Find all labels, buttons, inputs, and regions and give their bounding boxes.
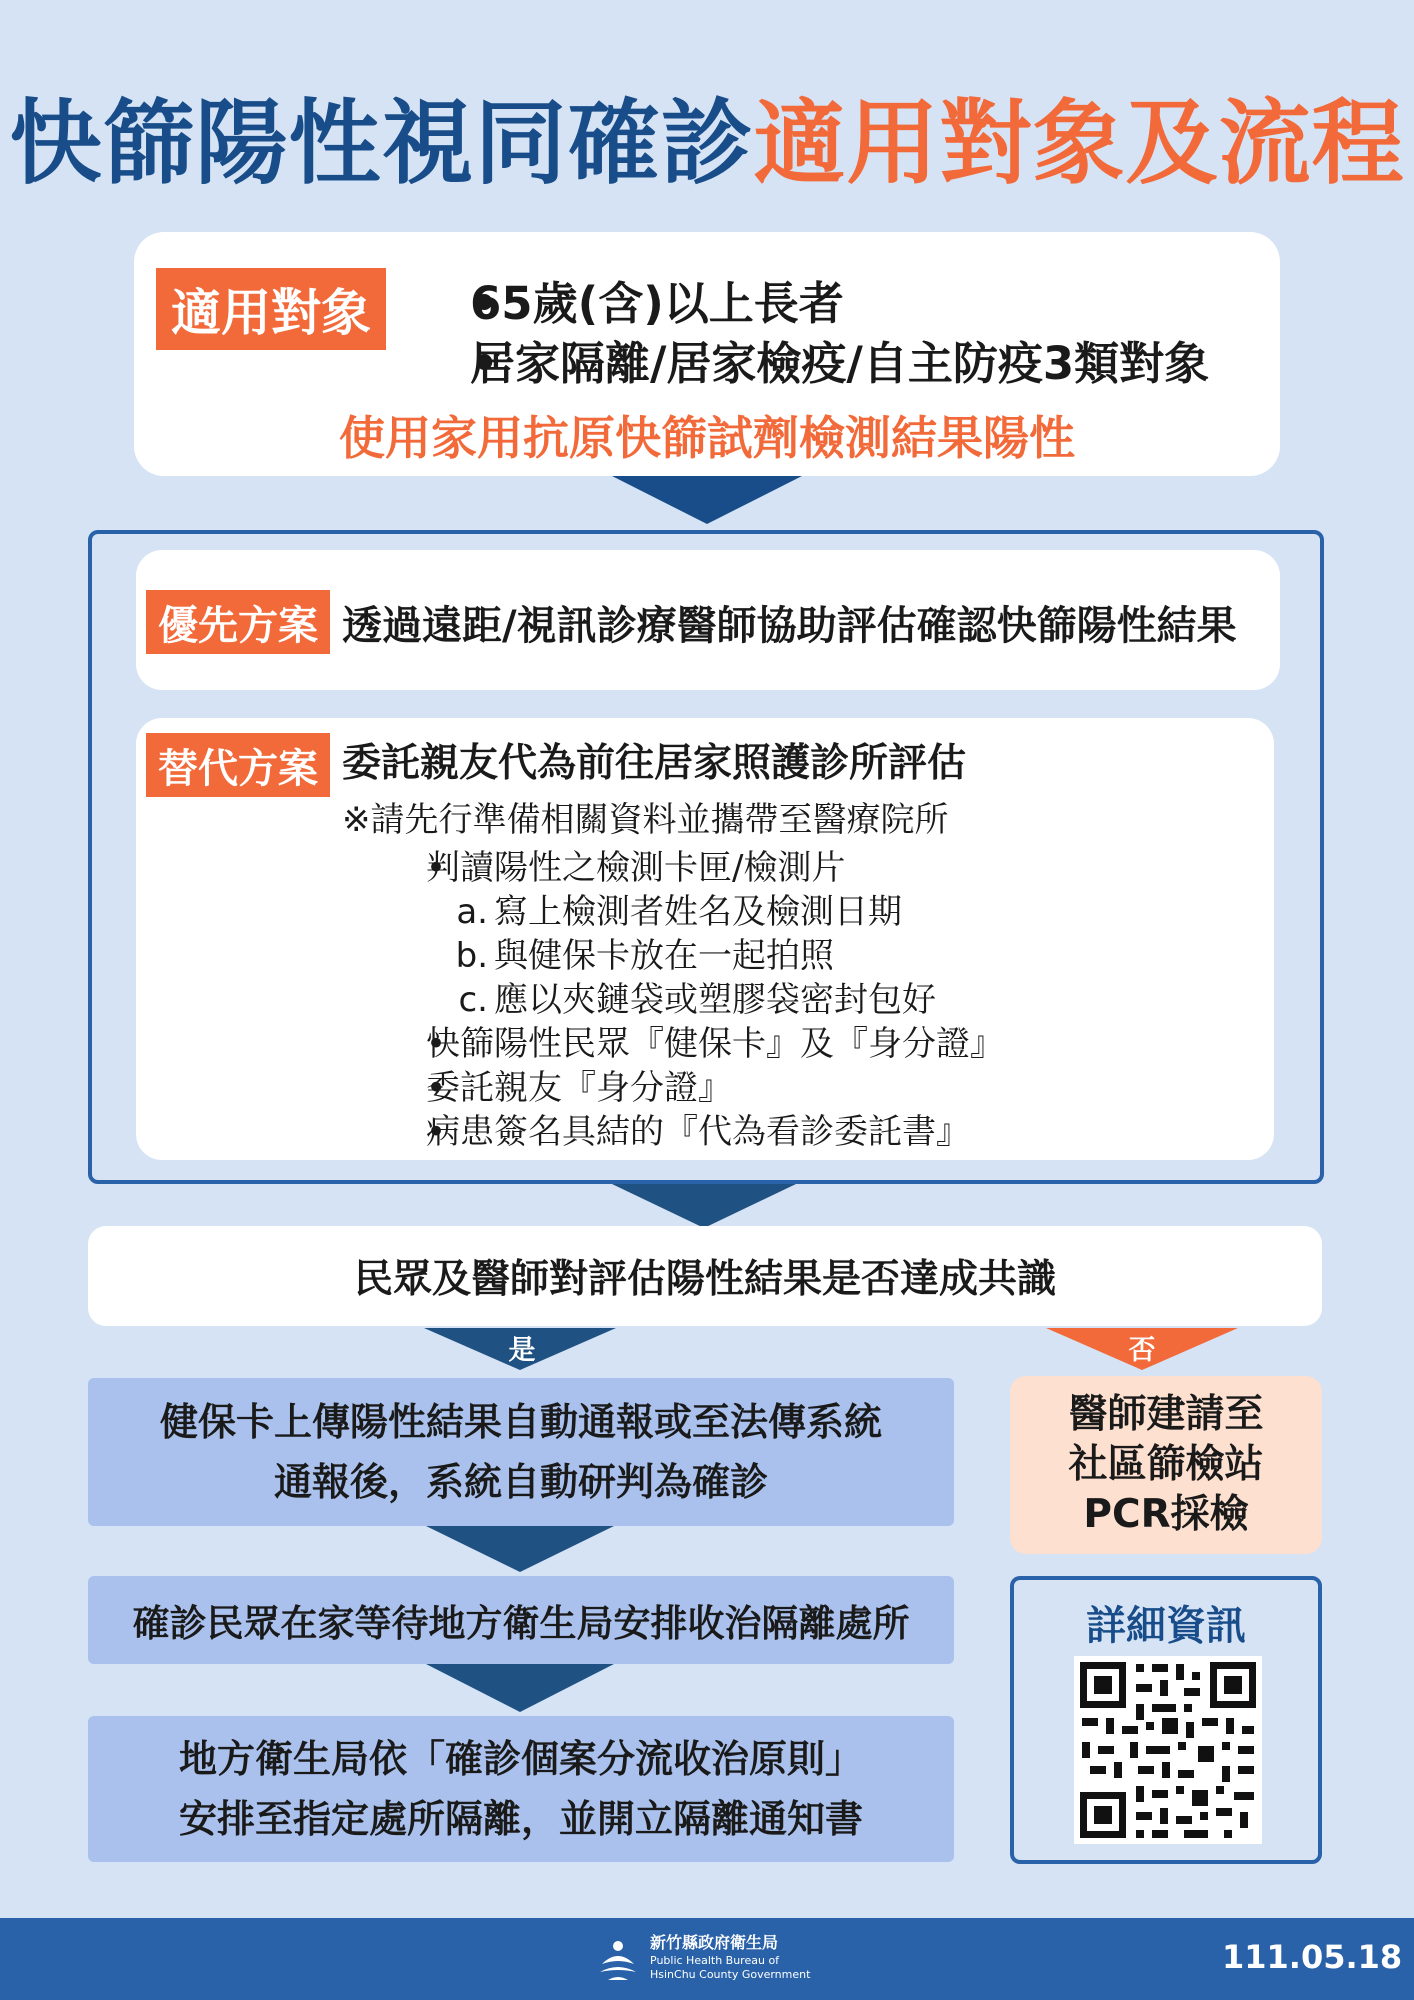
footer xyxy=(0,1918,1414,2000)
alternative-item: • 病患簽名具結的『代為看診委託書』 xyxy=(390,1110,1004,1154)
info-title: 詳細資訊 xyxy=(1086,1603,1246,1649)
yes-step-3-line1: 地方衛生局依「確診個案分流收治原則」 xyxy=(178,1737,863,1781)
subitem-text: 寫上檢測者姓名及檢測日期 xyxy=(494,892,902,932)
yes-label: 是 xyxy=(508,1335,536,1366)
flow-arrow xyxy=(426,1664,614,1712)
title-part1: 快篩陽性視同確診 xyxy=(9,90,754,197)
flow-arrow xyxy=(612,476,802,524)
page-title xyxy=(0,70,1414,202)
alternative-item: • 委託親友『身分證』 xyxy=(390,1066,1004,1110)
bureau-name-zh: 新竹縣政府衛生局 xyxy=(650,1933,779,1952)
alternative-heading: 委託親友代為前往居家照護診所評估 xyxy=(342,741,967,786)
priority-card xyxy=(136,550,1280,690)
alternative-subitem xyxy=(446,934,936,978)
yes-step-1-line2: 通報後，系統自動研判為確診 xyxy=(273,1460,768,1504)
yes-step-2 xyxy=(88,1576,954,1664)
alternative-tag: 替代方案 xyxy=(146,733,330,797)
subitem-text: 應以夾鏈袋或塑膠袋密封包好 xyxy=(494,980,936,1020)
yes-step-3 xyxy=(88,1716,954,1862)
alternative-item: • 快篩陽性民眾『健保卡』及『身分證』 xyxy=(390,1022,1004,1066)
priority-text: 透過遠距/視訊診療醫師協助評估確認快篩陽性結果 xyxy=(342,603,1237,649)
eligibility-item: • 居家隔離/居家檢疫/自主防疫3類對象 xyxy=(430,334,1209,394)
qr-code[interactable] xyxy=(1074,1656,1262,1844)
subitem-marker: c. xyxy=(458,980,488,1020)
flow-arrow xyxy=(612,1184,796,1228)
title-part2: 適用對象及流程 xyxy=(753,90,1405,197)
no-step-line: PCR採檢 xyxy=(1083,1492,1249,1537)
eligibility-condition: 使用家用抗原快篩試劑檢測結果陽性 xyxy=(339,411,1075,465)
eligibility-card xyxy=(134,232,1280,476)
alternative-subitem xyxy=(446,978,936,1022)
consensus-card xyxy=(88,1226,1322,1326)
alternative-note: ※請先行準備相關資料並攜帶至醫療院所 xyxy=(342,800,949,840)
subitem-marker: a. xyxy=(456,892,488,932)
qr-code-icon xyxy=(1074,1656,1262,1844)
no-step xyxy=(1010,1376,1322,1554)
eligibility-item: • 65歲(含)以上長者 xyxy=(430,274,1209,334)
subitem-marker: b. xyxy=(455,936,488,976)
flow-arrow xyxy=(426,1526,614,1572)
yes-step-1-line1: 健保卡上傳陽性結果自動通報或至法傳系統 xyxy=(159,1400,882,1444)
eligibility-tag: 適用對象 xyxy=(156,268,386,350)
priority-tag: 優先方案 xyxy=(146,590,330,654)
eligibility-list xyxy=(430,274,1209,394)
no-step-line: 社區篩檢站 xyxy=(1068,1442,1264,1487)
yes-step-2-line1: 確診民眾在家等待地方衛生局安排收治隔離處所 xyxy=(132,1602,910,1645)
alternative-subitems xyxy=(446,890,936,1022)
info-box xyxy=(1010,1576,1322,1864)
yes-step-1 xyxy=(88,1378,954,1526)
alternative-card xyxy=(136,718,1274,1160)
bureau-name-en2: HsinChu County Government xyxy=(650,1968,811,1981)
alternative-subitem xyxy=(446,890,936,934)
alternative-list xyxy=(390,846,845,890)
bureau-name-en1: Public Health Bureau of xyxy=(650,1954,780,1967)
alternative-list-rest xyxy=(390,1022,1004,1154)
no-step-line: 醫師建請至 xyxy=(1068,1392,1264,1437)
bureau-logo-icon xyxy=(594,1936,642,1984)
no-label: 否 xyxy=(1128,1335,1156,1366)
subitem-text: 與健保卡放在一起拍照 xyxy=(494,936,834,976)
yes-step-3-line2: 安排至指定處所隔離，並開立隔離通知書 xyxy=(178,1797,863,1841)
publish-date: 111.05.18 xyxy=(1222,1938,1403,1976)
consensus-text: 民眾及醫師對評估陽性結果是否達成共識 xyxy=(353,1257,1056,1302)
alternative-item: • 判讀陽性之檢測卡匣/檢測片 xyxy=(390,846,845,890)
